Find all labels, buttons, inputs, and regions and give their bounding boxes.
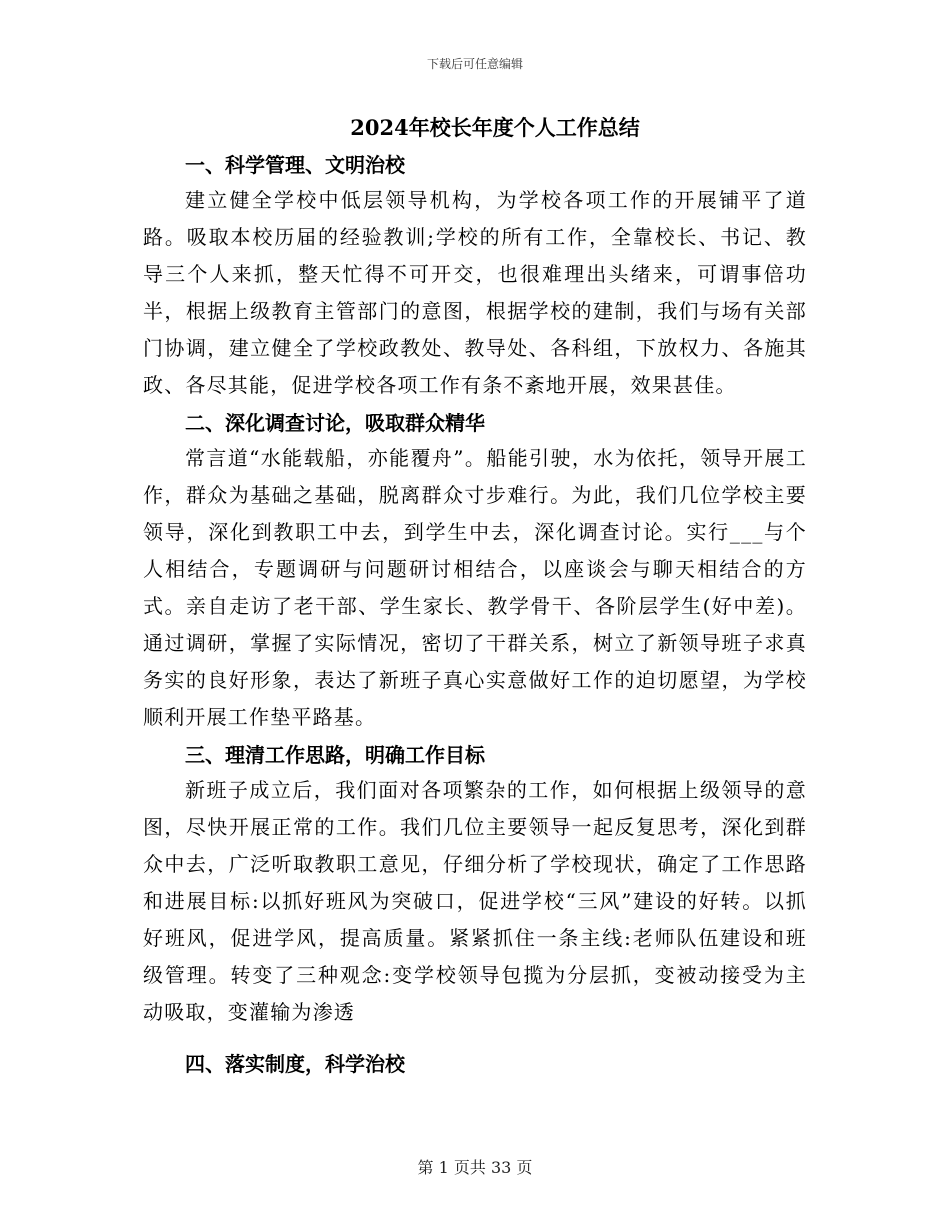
section-heading-1: 一、科学管理、文明治校 xyxy=(185,153,405,177)
document-body xyxy=(143,112,807,1081)
document-title: 2024年校长年度个人工作总结 xyxy=(350,115,640,140)
page-number: 第 1 页共 33 页 xyxy=(417,1158,533,1177)
section-heading-4: 四、落实制度，科学治校 xyxy=(185,1052,405,1076)
section-paragraph-1: 建立健全学校中低层领导机构，为学校各项工作的开展铺平了道路。吸取本校历届的经验教训;学校的所有工作，全靠校长、书记、教导三个人来抓，整天忙得不可开交，也很难理出头绪来，可谓事倍功半，根据上级教育主管部门的意图，根据学校的建制，我们与场有关部门协调，建立健全了学校政教处、教导处、各科组，下放权力、各施其政、各尽其能，促进学校各项工作有条不紊地开展，效果甚佳。 xyxy=(143,188,807,397)
section-paragraph-3: 新班子成立后，我们面对各项繁杂的工作，如何根据上级领导的意图，尽快开展正常的工作。我们几位主要领导一起反复思考，深化到群众中去，广泛听取教职工意见，仔细分析了学校现状，确定了工作思路和进展目标:以抓好班风为突破口，促进学校“三风”建设的好转。以抓好班风，促进学风，提高质量。紧紧抓住一条主线:老师队伍建设和班级管理。转变了三种观念:变学校领导包揽为分层抓，变被动接受为主动吸取，变灌输为渗透 xyxy=(143,778,807,1024)
section-heading-3: 三、理清工作思路，明确工作目标 xyxy=(185,743,485,767)
section-paragraph-2: 常言道“水能载船，亦能覆舟”。船能引驶，水为依托，领导开展工作，群众为基础之基础，脱离群众寸步难行。为此，我们几位学校主要领导，深化到教职工中去，到学生中去，深化调查讨论。实行___与个人相结合，专题调研与问题研讨相结合，以座谈会与聊天相结合的方式。亲自走访了老干部、学生家长、教学骨干、各阶层学生(好中差)。通过调研，掌握了实际情况，密切了干群关系，树立了新领导班子求真务实的良好形象，表达了新班子真心实意做好工作的迫切愿望，为学校顺利开展工作垫平路基。 xyxy=(143,446,807,729)
section-heading-2: 二、深化调查讨论，吸取群众精华 xyxy=(185,411,485,435)
page-header-note: 下载后可任意编辑 xyxy=(426,57,523,71)
